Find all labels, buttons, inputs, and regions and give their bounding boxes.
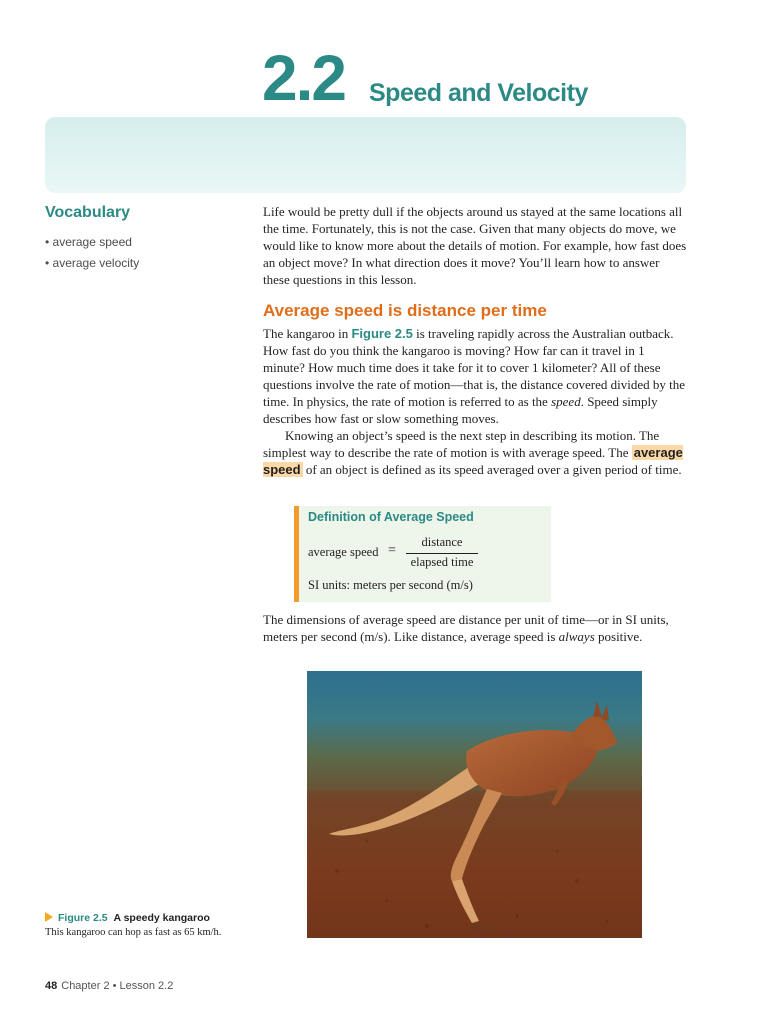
vocabulary-list [45,232,139,274]
paragraph-speed [263,325,688,427]
section-banner [45,117,686,193]
caption-text: This kangaroo can hop as fast as 65 km/h. [45,927,222,938]
caption-arrow-icon [45,912,53,922]
vocabulary-heading: Vocabulary [45,204,131,221]
p3-text-a: The dimensions of average speed are distance per unit of time—or in SI units, meters per second (m/s). Like distance, average speed is [263,612,669,644]
page-footer [45,980,173,992]
intro-paragraph: Life would be pretty dull if the objects around us stayed at the same locations all the time. Fortunately, this is not the case. Given that many objects do move, we would like to know more about the details of motion. For example, how fast does an object move? In what direction does it move? You’ll learn how to answer these questions in this lesson. [263,204,687,287]
si-units: SI units: meters per second (m/s) [308,578,473,592]
section-title: Speed and Velocity [369,79,588,107]
fraction-bar [406,553,478,554]
p1-text-b: is traveling rapidly across the Australian outback. How fast do you think the kangaroo is moving? How far can it travel in 1 minute? How much time does it take for it to cover 1 kilometer? All of these questions involve the rate of motion—that is, the distance covered divided by the time. In physics, the rate of motion is referred to as the [263,326,686,409]
p2-text-b: of an object is defined as its speed averaged over a given period of time. [302,462,682,477]
kangaroo-photo [307,671,642,938]
p3-text-b: positive. [594,629,643,644]
p1-text-a: The kangaroo in [263,326,352,341]
figure-label: Figure 2.5 [58,912,108,924]
vocabulary-item: • average speed [45,235,132,249]
p1-text-c: . Speed simply describes how fast or slow something moves. [263,394,658,426]
definition-title: Definition of Average Speed [308,510,474,524]
paragraph-dimensions [263,611,688,645]
page-number: 48 [45,980,58,992]
figure-caption [45,911,265,940]
p2-text-a: Knowing an object’s speed is the next step in describing its motion. The simplest way to describe the rate of motion is with average speed. The [263,428,660,460]
formula-denominator: elapsed time [410,555,474,569]
formula-numerator: distance [421,535,463,549]
p1-italic-speed: speed [551,394,581,409]
section-number: 2.2 [262,42,345,114]
vocabulary-item: • average velocity [45,256,140,270]
section-heading: Average speed is distance per time [263,301,547,320]
vocabulary-term-average-speed: average speed [263,445,683,477]
figure-reference-link[interactable]: Figure 2.5 [351,326,413,341]
formula-equals: = [388,543,396,558]
definition-accent-bar [294,506,299,602]
formula-lhs: average speed [308,545,379,559]
paragraph-average-speed [263,427,688,478]
caption-heading [45,911,265,926]
figure-title: A speedy kangaroo [113,912,210,924]
footer-chapter-text: Chapter 2 • Lesson 2.2 [61,980,174,992]
p3-italic-always: always [558,629,595,644]
